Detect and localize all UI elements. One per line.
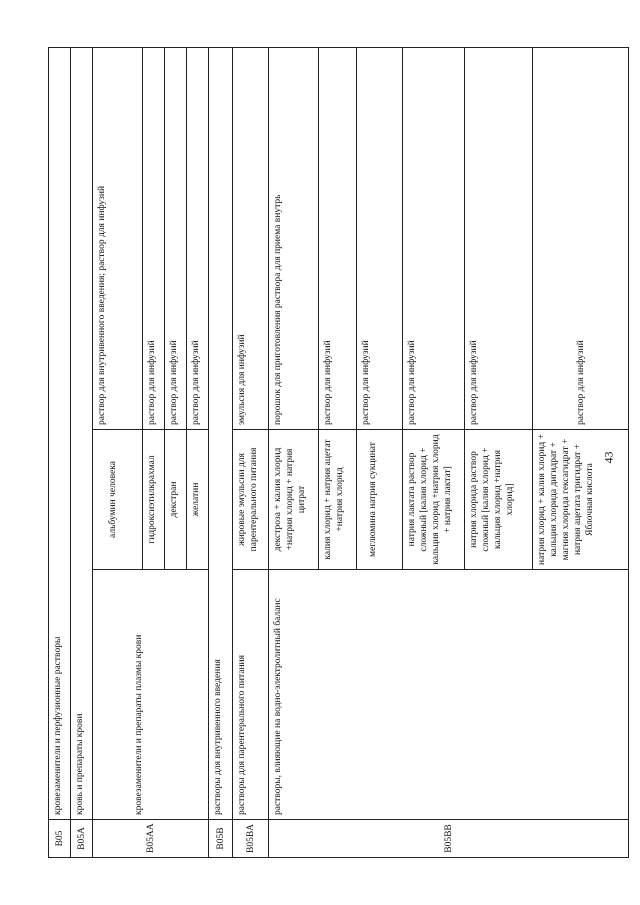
group-name: растворы для внутривенного введения xyxy=(209,48,233,820)
drug-inn: натрия лактата раствор сложный [калия хлорид + кальция хлорид +натрия хлорид + натрия лактат] xyxy=(403,430,465,570)
drug-inn: желатин xyxy=(187,430,209,570)
dosage-form: раствор для инфузий xyxy=(143,48,165,430)
dosage-form: раствор для инфузий xyxy=(187,48,209,430)
table-row xyxy=(71,48,93,858)
table-row xyxy=(233,48,269,858)
drug-inn: натрия хлорид + калия хлорид + кальция хлорида дигидрат + магния хлорида гексагидрат + натрия ацетата тригидрат + Яблочная кислота xyxy=(533,430,629,570)
drug-inn: натрия хлорида раствор сложный [калия хлорид + кальция хлорид +натрия хлорид] xyxy=(465,430,533,570)
atc-code: B05 xyxy=(49,820,71,858)
table-row xyxy=(269,48,319,858)
drug-inn: декстроза + калия хлорид +натрия хлорид + натрия цитрат xyxy=(269,430,319,570)
group-name: растворы, влияющие на водно-электролитный баланс xyxy=(269,570,629,820)
atc-code: B05B xyxy=(209,820,233,858)
atc-code: B05BA xyxy=(233,820,269,858)
drug-inn: жировые эмульсии для парентерального питания xyxy=(233,430,269,570)
drug-inn: альбумин человека xyxy=(93,430,143,570)
drug-classification-table xyxy=(48,47,629,858)
table-row xyxy=(49,48,71,858)
drug-inn: декстран xyxy=(165,430,187,570)
dosage-form: раствор для инфузий xyxy=(357,48,403,430)
dosage-form: раствор для инфузий xyxy=(319,48,357,430)
atc-code: B05A xyxy=(71,820,93,858)
table-row xyxy=(93,48,143,858)
rotated-table-sheet xyxy=(48,48,608,858)
dosage-form: порошок для приготовления раствора для приема внутрь xyxy=(269,48,319,430)
page-number: 43 xyxy=(601,451,616,464)
drug-inn: гидроксиэтилкрахмал xyxy=(143,430,165,570)
dosage-form: эмульсия для инфузий xyxy=(233,48,269,430)
dosage-form: раствор для инфузий xyxy=(165,48,187,430)
group-name: растворы для парентерального питания xyxy=(233,570,269,820)
dosage-form: раствор для внутривенного введения; раствор для инфузий xyxy=(93,48,143,430)
group-name: кровезаменители и препараты плазмы крови xyxy=(93,570,209,820)
group-name: кровезаменители и перфузионные растворы xyxy=(49,48,71,820)
dosage-form: раствор для инфузий xyxy=(533,48,629,430)
drug-inn: калия хлорид + натрия ацетат +натрия хлорид xyxy=(319,430,357,570)
group-name: кровь и препараты крови xyxy=(71,48,93,820)
dosage-form: раствор для инфузий xyxy=(403,48,465,430)
dosage-form: раствор для инфузий xyxy=(465,48,533,430)
table-row xyxy=(209,48,233,858)
atc-code: B05BB xyxy=(269,820,629,858)
atc-code: B05AA xyxy=(93,820,209,858)
drug-inn: меглюмина натрия сукцинат xyxy=(357,430,403,570)
